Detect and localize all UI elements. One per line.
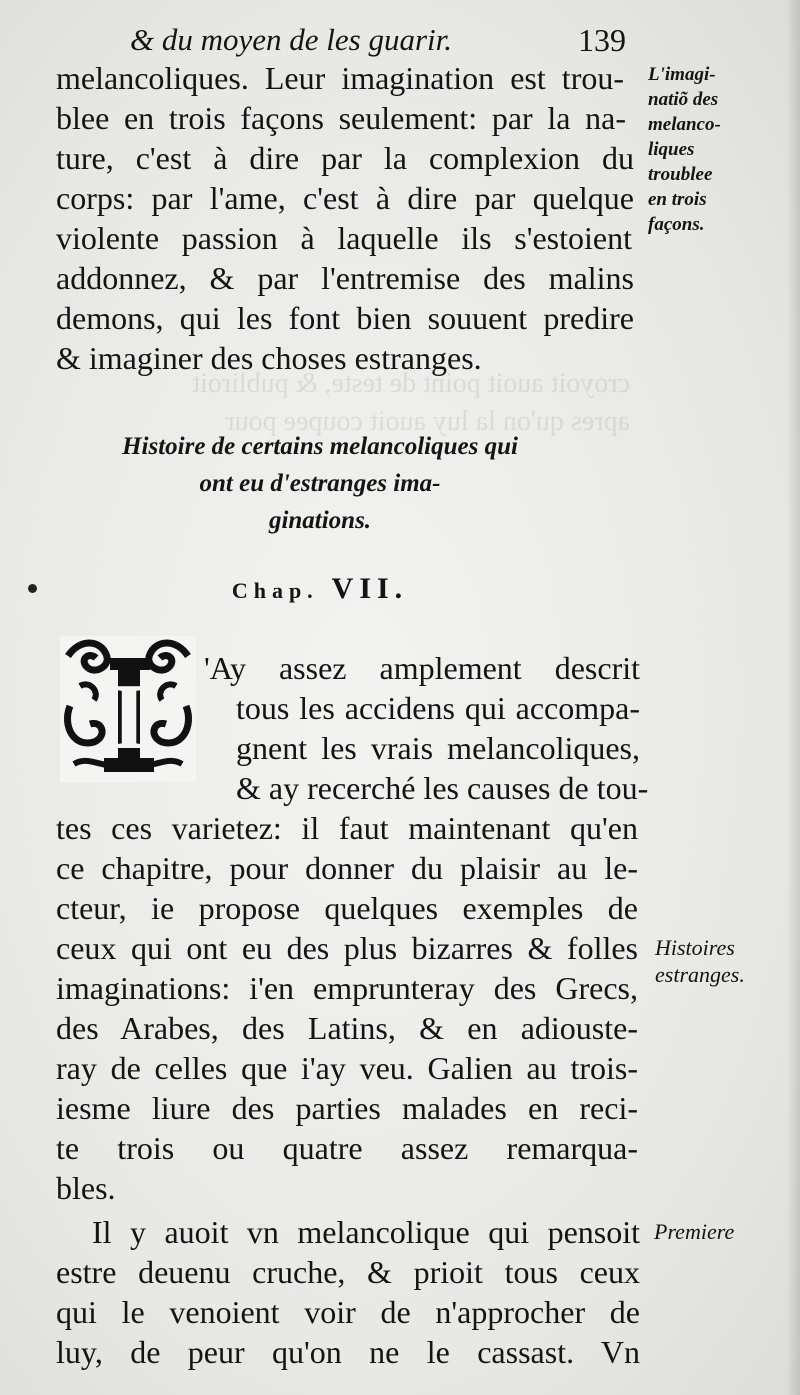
chapter-prefix: Chap. (231, 578, 319, 603)
text-line: addonnez, & par l'entremise des malins (56, 260, 634, 296)
text-line: Il y auoit vn melancolique qui pensoit (92, 1214, 640, 1250)
text-line: 'Ay assez amplement descrit (204, 650, 640, 686)
text-line: & ay recerché les causes de tou- (236, 770, 649, 806)
text-line: luy, de peur qu'on ne le cassast. Vn (56, 1334, 640, 1370)
margin-note-histoires: Histoires estranges. (655, 935, 745, 987)
running-title: & du moyen de les guarir. (130, 22, 453, 57)
running-header (130, 22, 630, 58)
text-line: ceux qui ont eu des plus bizarres & folles (56, 930, 638, 966)
section-heading-line: ont eu d'estranges ima- (199, 470, 441, 497)
text-line: tous les accidens qui accompa- (236, 690, 640, 726)
show-through-text: apres qu'on la luy auoit coupee pour (225, 406, 630, 437)
initial-letter: I (110, 665, 148, 769)
text-line: imaginations: i'en emprunteray des Grecs, (56, 970, 638, 1006)
show-through-text: croyoit auoit point de teste, & publiroit (192, 368, 630, 399)
text-line: estre deuenu cruche, & prioit tous ceux (56, 1254, 640, 1290)
text-line: ce chapitre, pour donner du plaisir au le- (56, 850, 638, 886)
text-line: cteur, ie propose quelques exemples de (56, 890, 638, 926)
text-line: demons, qui les font bien souuent predire (56, 300, 634, 336)
margin-note-imagination: L'imagi- natiõ des melanco- liques troublee en trois façons. (648, 64, 721, 235)
text-line: te trois ou quatre assez remarqua- (56, 1130, 638, 1166)
text-line: ray de celles que i'ay veu. Galien au trois- (56, 1050, 638, 1086)
section-heading-line: ginations. (268, 507, 372, 534)
text-line: & imaginer des choses estranges. (56, 340, 482, 376)
page-number: 139 (578, 22, 626, 58)
text-line: qui le venoient voir de n'approcher de (56, 1294, 640, 1330)
text-line: iesme liure des parties malades en reci- (56, 1090, 638, 1126)
chapter-number: VII. (331, 572, 409, 605)
text-line: gnent les vrais melancoliques, (236, 730, 640, 766)
text-line: ture, c'est à dire par la complexion du (56, 140, 634, 176)
text-line: bles. (56, 1170, 116, 1206)
chapter-heading (0, 572, 640, 606)
page-edge-shadow (786, 0, 800, 1395)
text-line: corps: par l'ame, c'est à dire par quelque (56, 180, 634, 216)
section-heading-line: Histoire de certains melancoliques qui (122, 433, 518, 460)
text-line: melancoliques. Leur imagination est trou- (56, 60, 624, 96)
text-line: des Arabes, des Latins, & en adiouste- (56, 1010, 638, 1046)
text-line: blee en trois façons seulement: par la na- (56, 100, 626, 136)
margin-note-premiere: Premiere (654, 1219, 735, 1244)
text-line: violente passion à laquelle ils s'estoient (56, 220, 632, 256)
text-line: tes ces varietez: il faut maintenant qu'en (56, 810, 638, 846)
decorated-initial (60, 636, 196, 782)
